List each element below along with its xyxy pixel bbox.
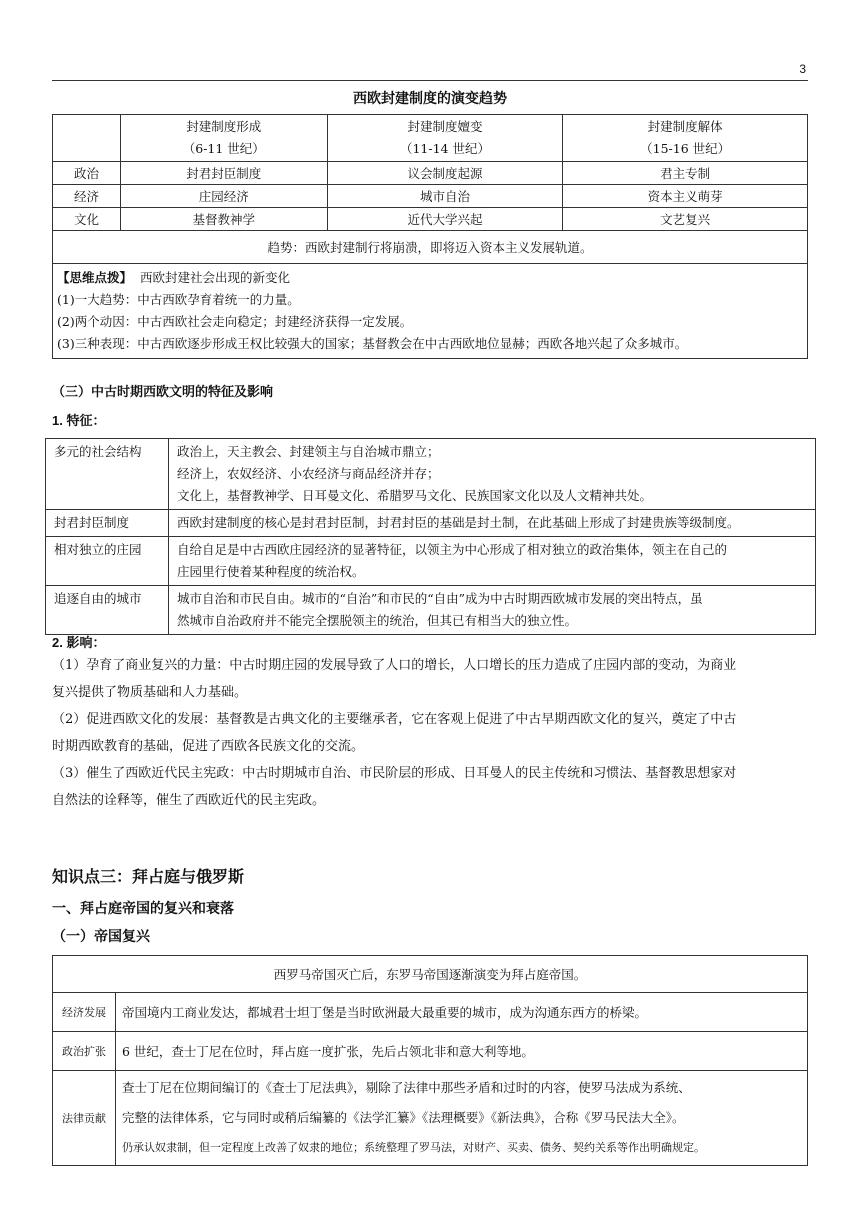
features-heading: 1. 特征： (52, 413, 106, 428)
table-row (53, 993, 808, 1032)
section-heading: （三）中古时期西欧文明的特征及影响 (52, 384, 274, 399)
header-cell: 封建制度解体 （15-16 世纪） (563, 115, 808, 162)
table-title: 西欧封建制度的演变趋势 (353, 90, 507, 106)
header-cell: 封建制度形成 （6-11 世纪） (120, 115, 327, 162)
row-label: 文化 (53, 208, 121, 231)
row-text: 查士丁尼在位期间编订的《查士丁尼法典》，剔除了法律中那些矛盾和过时的内容，使罗马法成为系统、 完整的法律体系，它与同时或稍后编纂的《法学汇纂》《法理概要》《新法典》，合称《罗马民法大全》。 仍承认奴隶制，但一定程度上改善了奴隶的地位；系统整理了罗马法，对财产、买卖、债务、契约关系等作出明确规定。 (116, 1071, 808, 1166)
table-cell: 封君封臣制度 (120, 162, 327, 185)
subheading: （一）帝国复兴 (52, 928, 150, 944)
table-header-row (53, 115, 808, 162)
feature-text: 政治上，天主教会、封建领主与自治城市鼎立； 经济上，农奴经济、小农经济与商品经济并存； 文化上，基督教神学、日耳曼文化、希腊罗马文化、民族国家文化以及人文精神共处。 (169, 439, 816, 510)
table-corner-cell (53, 115, 121, 162)
feature-label: 封君封臣制度 (46, 510, 169, 537)
header-rule (52, 80, 808, 81)
row-text: 6 世纪，查士丁尼在位时，拜占庭一度扩张，先后占领北非和意大利等地。 (116, 1032, 808, 1071)
row-label: 经济 (53, 185, 121, 208)
table-row (46, 586, 816, 635)
features-table (45, 438, 816, 635)
impact-heading: 2. 影响： (52, 635, 106, 650)
row-label: 政治扩张 (53, 1032, 116, 1071)
table-row (46, 510, 816, 537)
table-row (53, 1071, 808, 1166)
table-row (53, 208, 808, 231)
feature-text: 城市自治和市民自由。城市的“自治”和市民的“自由”成为中古时期西欧城市发展的突出特点，虽 然城市自治政府并不能完全摆脱领主的统治，但其已有相当大的独立性。 (169, 586, 816, 635)
trend-row (53, 231, 808, 264)
tips-row (53, 264, 808, 359)
header-cell: 封建制度嬗变 （11-14 世纪） (327, 115, 563, 162)
intro-row (53, 956, 808, 993)
subheading: 一、拜占庭帝国的复兴和衰落 (52, 900, 234, 916)
impact-paragraph: （1）孕育了商业复兴的力量：中古时期庄园的发展导致了人口的增长，人口增长的压力造成了庄园内部的变动，为商业 复兴提供了物质基础和人力基础。 (52, 658, 737, 700)
table-cell: 近代大学兴起 (327, 208, 563, 231)
feature-text: 自给自足是中古西欧庄园经济的显著特征，以领主为中心形成了相对独立的政治集体，领主在自己的 庄园里行使着某种程度的统治权。 (169, 537, 816, 586)
tips-label: 【思维点拨】 (57, 271, 133, 285)
page-number: 3 (799, 62, 806, 76)
trend-text: 趋势：西欧封建制行将崩溃，即将迈入资本主义发展轨道。 (53, 231, 808, 264)
row-text: 帝国境内工商业发达，都城君士坦丁堡是当时欧洲最大最重要的城市，成为沟通东西方的桥梁。 (116, 993, 808, 1032)
impact-paragraph: （2）促进西欧文化的发展：基督教是古典文化的主要继承者，它在客观上促进了中古早期西欧文化的复兴，奠定了中古 时期西欧教育的基础，促进了西欧各民族文化的交流。 (52, 712, 737, 754)
table-cell: 君主专制 (563, 162, 808, 185)
table-row (53, 162, 808, 185)
table-cell: 庄园经济 (120, 185, 327, 208)
feature-text: 西欧封建制度的核心是封君封臣制，封君封臣的基础是封土制，在此基础上形成了封建贵族等级制度。 (169, 510, 816, 537)
table-cell: 城市自治 (327, 185, 563, 208)
table-cell: 基督教神学 (120, 208, 327, 231)
feudal-evolution-table (52, 114, 808, 359)
row-label: 政治 (53, 162, 121, 185)
table-cell: 资本主义萌芽 (563, 185, 808, 208)
tips-cell (53, 264, 808, 359)
table-row (53, 1032, 808, 1071)
row-label: 经济发展 (53, 993, 116, 1032)
tips-title: 西欧封建社会出现的新变化 (139, 270, 290, 285)
tip-item: (2)两个动因：中古西欧社会走向稳定；封建经济获得一定发展。 (57, 314, 413, 329)
byzantine-table (52, 955, 808, 1166)
feature-label: 追逐自由的城市 (46, 586, 169, 635)
table-cell: 议会制度起源 (327, 162, 563, 185)
table-row (53, 185, 808, 208)
tip-item: (3)三种表现：中古西欧逐步形成王权比较强大的国家；基督教会在中古西欧地位显赫；西欧各地兴起了众多城市。 (57, 336, 688, 351)
intro-text: 西罗马帝国灭亡后，东罗马帝国逐渐演变为拜占庭帝国。 (53, 956, 808, 993)
row-label: 法律贡献 (53, 1071, 116, 1166)
impact-paragraph: （3）催生了西欧近代民主宪政：中古时期城市自治、市民阶层的形成、日耳曼人的民主传统和习惯法、基督教思想家对 自然法的诠释等，催生了西欧近代的民主宪政。 (52, 766, 737, 808)
table-row (46, 439, 816, 510)
feature-label: 多元的社会结构 (46, 439, 169, 510)
table-row (46, 537, 816, 586)
tip-item: (1)一大趋势：中古西欧孕育着统一的力量。 (57, 292, 300, 307)
knowledge-heading: 知识点三：拜占庭与俄罗斯 (52, 869, 245, 886)
feature-label: 相对独立的庄园 (46, 537, 169, 586)
table-cell: 文艺复兴 (563, 208, 808, 231)
